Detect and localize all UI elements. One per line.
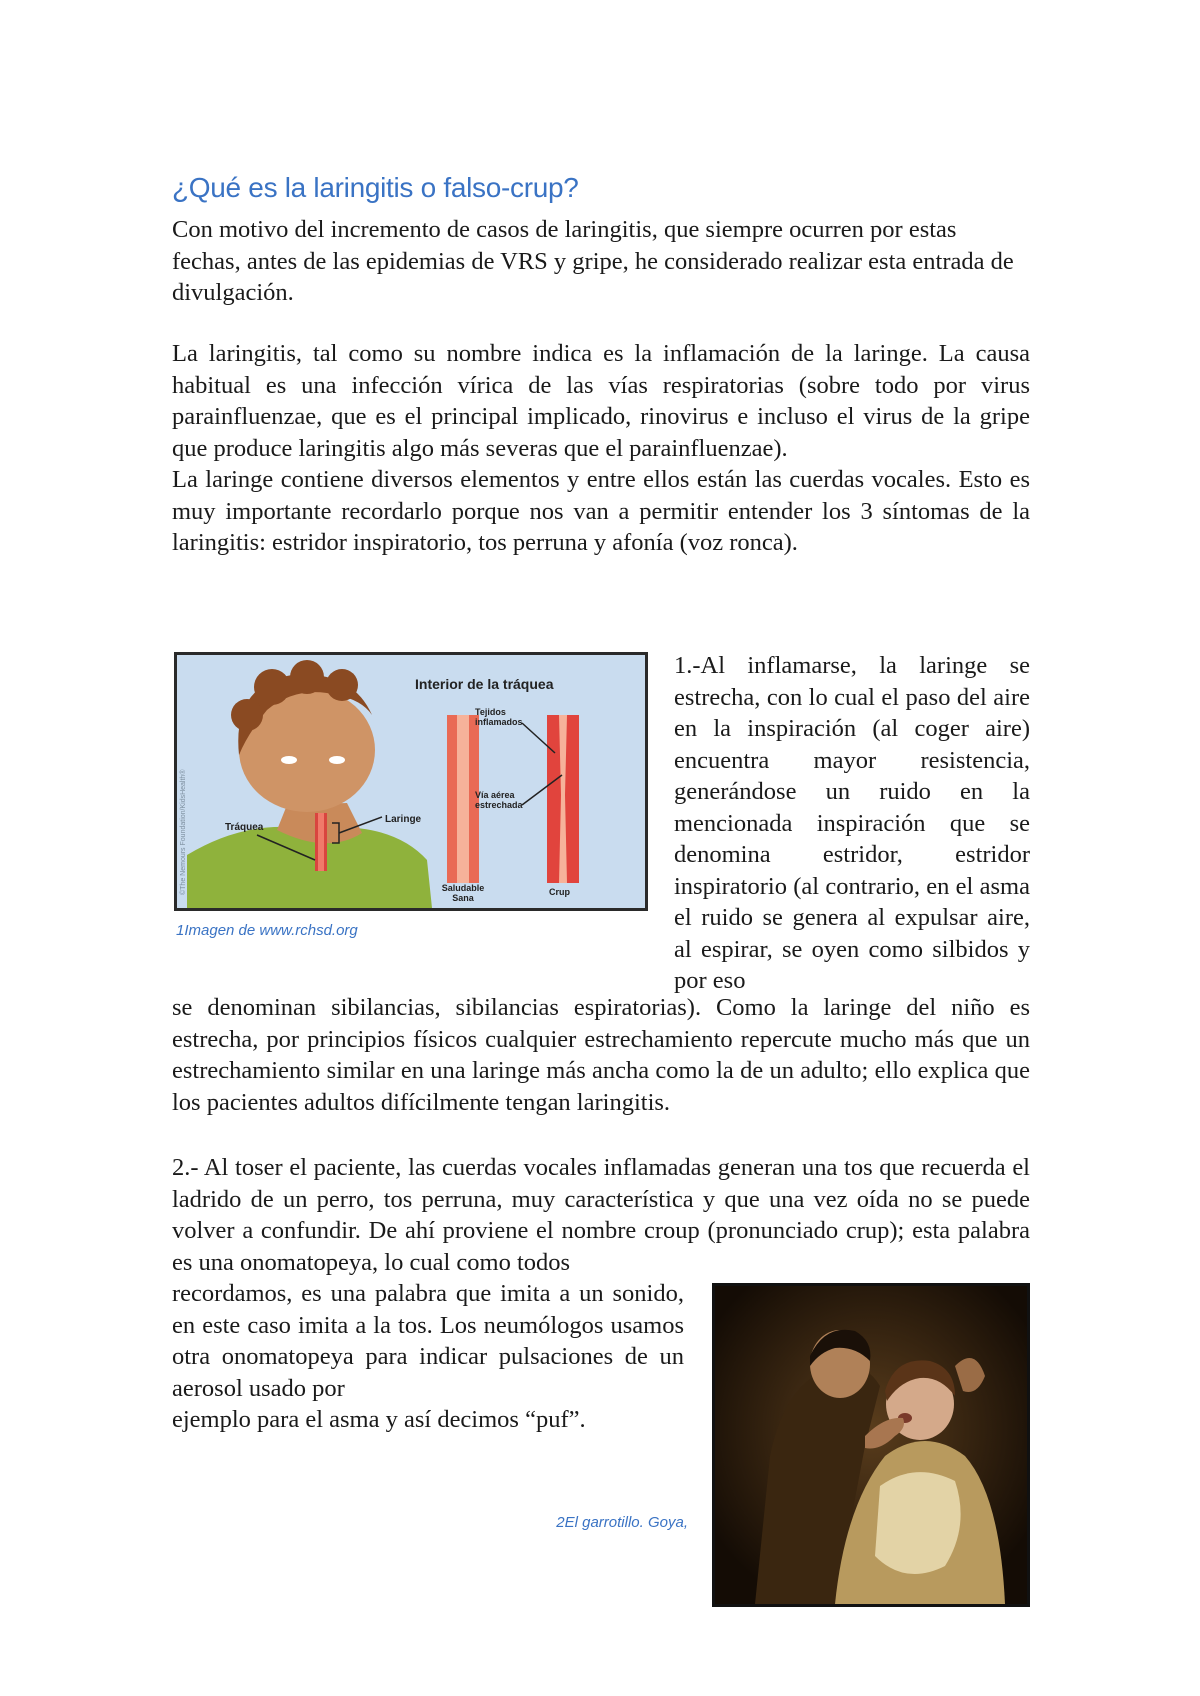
point2-last-line: ejemplo para el asma y así decimos “puf”. <box>172 1406 586 1433</box>
point1-continued-paragraph: se denominan sibilancias, sibilancias espiratorias). Como la laringe del niño es estrecha, por principios físicos cualquier estrechamiento repercute mucho más que un estrechamiento similar en una laringe más ancha como la de un adulto; ello explica que los pacientes adultos difícilmente tengan laringitis. <box>172 994 1030 1116</box>
hair-curl <box>231 699 263 731</box>
label-airway-wrap <box>475 790 539 820</box>
figure-heading: Interior de la tráquea <box>415 676 554 692</box>
watermark: ©The Nemours Foundation/KidsHealth® <box>180 769 187 895</box>
figure1-caption: 1Imagen de www.rchsd.org <box>176 922 358 939</box>
point1-wrapped-paragraph: 1.-Al inflamarse, la laringe se estrecha, con lo cual el paso del aire en la inspiración (al coger aire) encuentra mayor resistencia, generándose un ruido en la mencionada inspiración que se denomina estridor, estridor inspiratorio (al contrario, en el asma el ruido se genera al expulsar aire, al espirar, se oyen como silbidos y por eso <box>674 652 1030 994</box>
label-croup: Crup <box>549 887 570 897</box>
child-eye <box>329 756 345 764</box>
label-larynx: Laringe <box>385 814 422 825</box>
label-trachea: Tráquea <box>225 822 264 833</box>
larynx-illustration <box>174 652 648 911</box>
hair-curl <box>290 660 324 694</box>
point2-paragraph: 2.- Al toser el paciente, las cuerdas vocales inflamadas generan una tos que recuerda el ladrido de un perro, tos perruna, muy característica y que una vez oída no se puede volver a confundir. De ahí proviene el nombre croup (pronunciado crup); esta palabra es una onomatopeya, lo cual como todos <box>172 1154 1030 1276</box>
label-airway: Vía aérea estrechada <box>475 790 523 810</box>
larynx-illustration-svg <box>177 655 645 908</box>
label-healthy-wrap <box>432 883 494 907</box>
hair-curl <box>254 669 290 705</box>
larynx-paragraph: La laringe contiene diversos elementos y entre ellos están las cuerdas vocales. Esto es muy importante recordarlo porque nos van a permitir entender los 3 síntomas de la laringitis: estridor inspiratorio, tos perruna y afonía (voz ronca). <box>172 466 1030 556</box>
label-tissues-wrap <box>475 707 539 737</box>
neck-trachea-inner <box>318 813 324 871</box>
intro-paragraph: Con motivo del incremento de casos de laringitis, que siempre ocurren por estas fechas, antes de las epidemias de VRS y gripe, he considerado realizar esta entrada de divulgación. <box>172 216 1014 306</box>
goya-painting <box>712 1283 1030 1607</box>
healthy-airway <box>457 715 469 883</box>
goya-painting-svg <box>715 1286 1027 1604</box>
point2-wrapped-block <box>172 1278 684 1436</box>
child-garment-highlight <box>875 1472 961 1574</box>
page-title: ¿Qué es la laringitis o falso-crup? <box>172 172 579 203</box>
definition-paragraph: La laringitis, tal como su nombre indica es la inflamación de la laringe. La causa habitual es una infección vírica de las vías respiratorias (sobre todo por virus parainfluenzae, que es el principal implicado, rinovirus e incluso el virus de la gripe que produce laringitis algo más severas que el parainfluenzae). <box>172 340 1030 462</box>
child-eye <box>281 756 297 764</box>
label-healthy: Saludable Sana <box>441 883 485 903</box>
hair-curl <box>326 669 358 701</box>
label-tissues: Tejidos inflamados <box>475 707 523 727</box>
figure2-caption: 2El garrotillo. Goya, <box>556 1514 688 1531</box>
point2-wrapped-text: recordamos, es una palabra que imita a un sonido, en este caso imita a la tos. Los neumólogos usamos otra onomatopeya para indicar pulsaciones de un aerosol usado por <box>172 1280 684 1402</box>
